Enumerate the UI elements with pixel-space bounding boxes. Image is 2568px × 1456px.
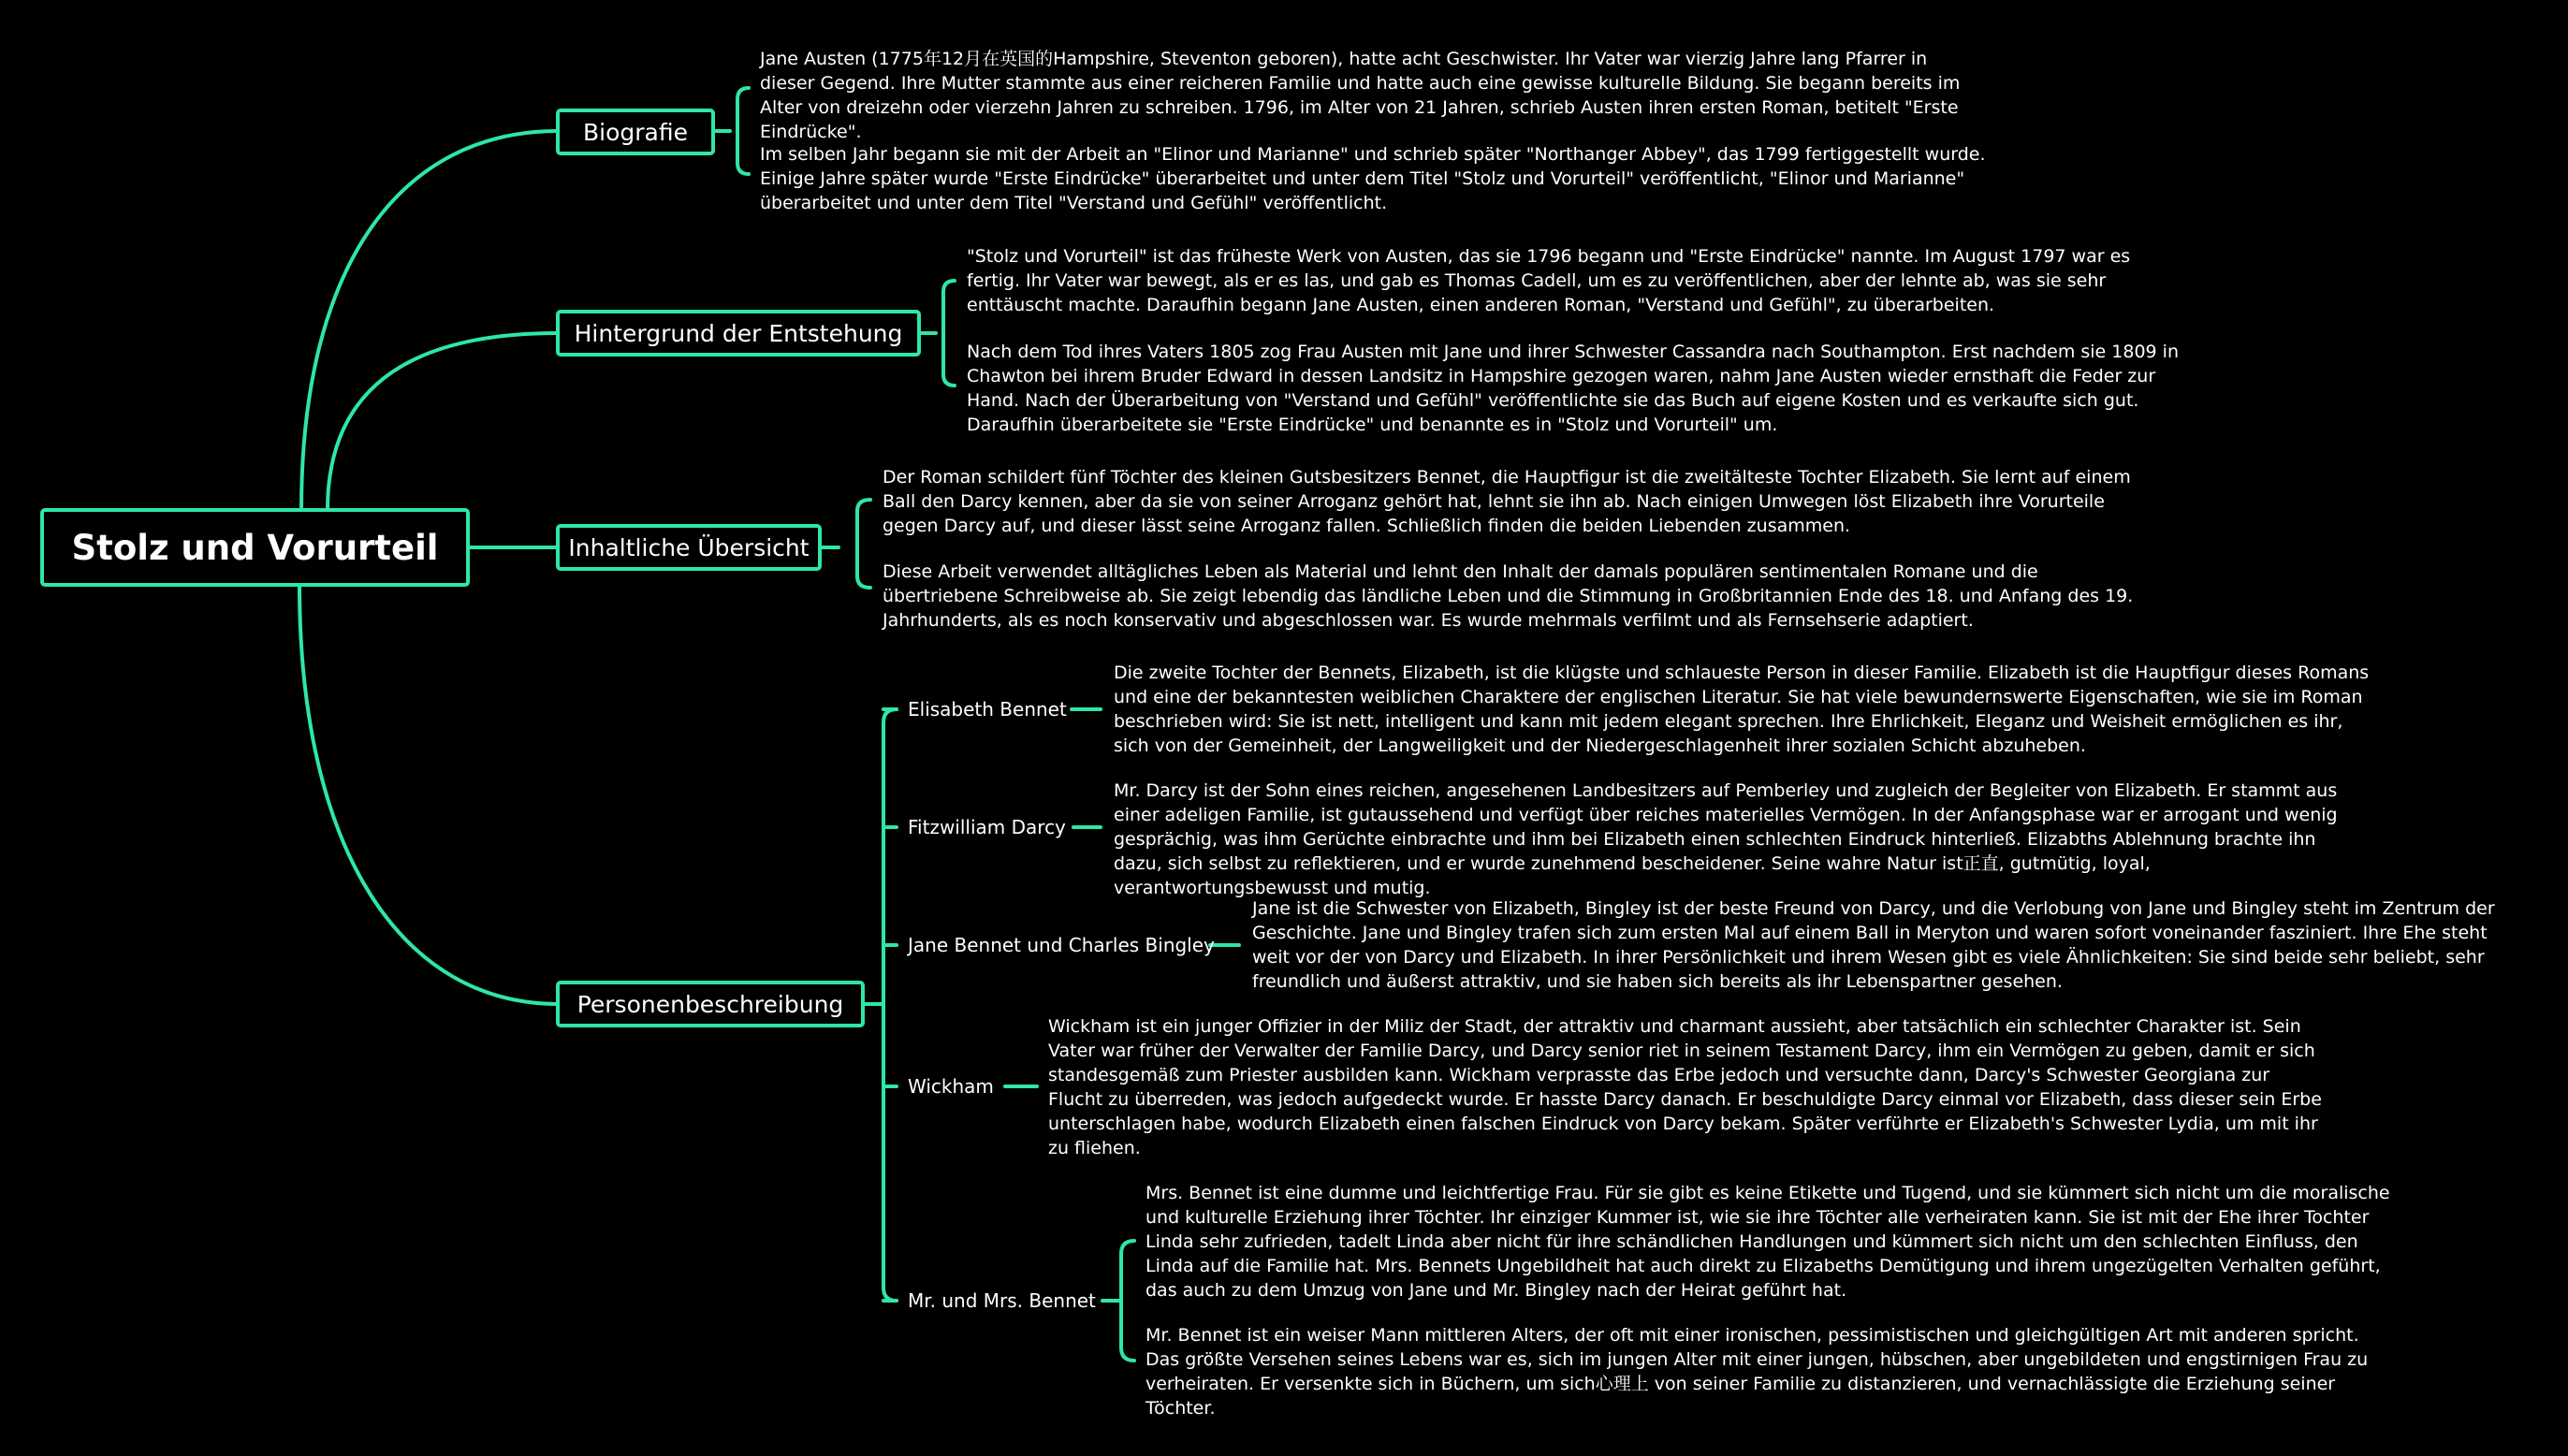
biografie-paragraph-1: Jane Austen (1775年12月在英国的Hampshire, Steventon geboren), hatte acht Geschwister. Ihr Vater war vierzig Jahre lang Pfarrer in dieser Gegend. Ihre Mutter stammte aus einer reicheren Familie und hatte auch eine gewisse kulturelle Bildung. Sie begann bereits im Alter von dreizehn oder vierzehn Jahren zu schreiben. 1796, im Alter von 21 Jahren, schrieb Austen ihren ersten Roman, betitelt "Erste Eindrücke".: [760, 49, 1961, 142]
inhalt-paragraph-2: Diese Arbeit verwendet alltägliches Leben als Material und lehnt den Inhalt der damals populären sentimentalen Romane und die übertriebene Schreibweise ab. Sie zeigt lebendig das ländliche Leben und die Stimmung in Großbritannien Ende des 18. und Anfang des 19. Jahrhunderts, als es noch konservativ und abgeschlossen war. Es wurde mehrmals verfilmt und als Fernsehserie adaptiert.: [883, 561, 2134, 631]
hintergrund-paragraph-2: Nach dem Tod ihres Vaters 1805 zog Frau Austen mit Jane und ihrer Schwester Cassandra nach Southampton. Erst nachdem sie 1809 in Chawton bei ihrem Bruder Edward in dessen Landsitz in Hampshire gezogen waren, nahm Jane Austen wieder ernsthaft die Feder zur Hand. Nach der Überarbeitung von "Verstand und Gefühl" veröffentlichte sie das Buch auf eigene Kosten und es verkaufte sich gut. Daraufhin überarbeitete sie "Erste Eindrücke" und benannte es in "Stolz und Vorurteil" um.: [967, 342, 2179, 435]
mr-bennet-description: Mr. Bennet ist ein weiser Mann mittleren Alters, der oft mit einer ironischen, pessimistischen und gleichgültigen Art mit anderen spricht. Das größte Versehen seines Lebens war es, sich im jungen Alter mit einer jungen, hübschen, aber ungebildeten und engstirnigen Frau zu verheiraten. Er versenkte sich in Büchern, um sich心理上 von seiner Familie zu distanzieren, und vernachlässigte die Erziehung seiner Töchter.: [1145, 1325, 2369, 1419]
branch-hintergrund[interactable]: Hintergrund der Entstehung: [556, 310, 921, 357]
link-root-hintergrund: [328, 333, 558, 510]
inhalt-paragraph-1: Der Roman schildert fünf Töchter des kleinen Gutsbesitzers Bennet, die Hauptfigur ist die zweitälteste Tochter Elizabeth. Sie lernt auf einem Ball den Darcy kennen, aber da sie von seiner Arroganz gehört hat, lehnt sie ihn ab. Nach einigen Umwegen löst Elizabeth ihre Vorurteile gegen Darcy auf, und dieser lässt seine Arroganz fallen. Schließlich finden die beiden Liebenden zusammen.: [883, 467, 2131, 536]
branch-inhaltliche-uebersicht[interactable]: Inhaltliche Übersicht: [556, 524, 822, 571]
darcy-description: Mr. Darcy ist der Sohn eines reichen, angesehenen Landbesitzers auf Pemberley und zugleich der Begleiter von Elizabeth. Er stammt aus einer adeligen Familie, ist gutaussehend und verfügt über reiches materielles Vermögen. In der Anfangsphase war er arrogant und wenig gesprächig, was ihm Gerüchte einbrachte und ihm bei Elizabeth einen schlechten Eindruck hinterließ. Elizabths Ablehnung brachte ihn dazu, sich selbst zu reflektieren, und er wurde zunehmend bescheidener. Seine wahre Natur ist正直, gutmütig, loyal, verantwortungsbewusst und mutig.: [1114, 780, 2338, 898]
jane-bingley-description: Jane ist die Schwester von Elizabeth, Bingley ist der beste Freund von Darcy, und die Verlobung von Jane und Bingley steht im Zentrum der Geschichte. Jane und Bingley trafen sich zum ersten Mal auf einem Ball in Meryton und waren sofort voneinander fasziniert. Ihre Ehe steht weit vor der von Darcy und Elizabeth. In ihrer Persönlichkeit und ihrem Wesen gibt es viele Ähnlichkeiten: Sie sind beide sehr beliebt, sehr freundlich und äußerst attraktiv, und sie haben sich bereits als ihr Lebenspartner gesehen.: [1252, 898, 2495, 992]
character-elisabeth-bennet[interactable]: Elisabeth Bennet: [908, 698, 1067, 721]
bracket-biografie: [737, 88, 749, 174]
biografie-paragraph-2: Im selben Jahr begann sie mit der Arbeit an "Elinor und Marianne" und schrieb später "Northanger Abbey", das 1799 fertiggestellt wurde. Einige Jahre später wurde "Erste Eindrücke" überarbeitet und unter dem Titel "Stolz und Vorurteil" veröffentlicht, "Elinor und Marianne" überarbeitet und unter dem Titel "Verstand und Gefühl" veröffentlicht.: [760, 144, 1986, 213]
wickham-description: Wickham ist ein junger Offizier in der Miliz der Stadt, der attraktiv und charmant aussieht, aber tatsächlich ein schlechter Charakter ist. Sein Vater war früher der Verwalter der Familie Darcy, und Darcy senior riet in seinem Testament Darcy, ihm ein Vermögen zu geben, damit er sich standesgemäß zum Priester ausbilden kann. Wickham verprasste das Erbe jedoch und versuchte dann, Darcy's Schwester Georgiana zur Flucht zu überreden, was jedoch aufgedeckt wurde. Er hasste Darcy danach. Er beschuldigte Darcy einmal vor Elizabeth, dass dieser sein Erbe unterschlagen habe, wodurch Elizabeth einen falschen Eindruck von Darcy bekam. Später verführte er Elizabeth's Schwester Lydia, um mit ihr zu fliehen.: [1048, 1016, 2322, 1158]
elisabeth-description: Die zweite Tochter der Bennets, Elizabeth, ist die klügste und schlaueste Person in dieser Familie. Elizabeth ist die Hauptfigur dieses Romans und eine der bekanntesten weiblichen Charaktere der englischen Literatur. Sie hat viele bewundernswerte Eigenschaften, wie sie im Roman beschrieben wird: Sie ist nett, intelligent und kann mit jedem elegant sprechen. Ihre Ehrlichkeit, Eleganz und Weisheit ermöglichen es ihr, sich von der Gemeinheit, der Langweiligkeit und der Niedergeschlagenheit ihrer sozialen Schicht abzuheben.: [1114, 662, 2370, 756]
character-fitzwilliam-darcy[interactable]: Fitzwilliam Darcy: [908, 816, 1066, 838]
bracket-hintergrund: [943, 281, 955, 386]
character-jane-and-bingley[interactable]: Jane Bennet und Charles Bingley: [908, 934, 1215, 956]
branch-personenbeschreibung[interactable]: Personenbeschreibung: [556, 981, 865, 1027]
character-mr-mrs-bennet[interactable]: Mr. und Mrs. Bennet: [908, 1289, 1096, 1312]
character-wickham[interactable]: Wickham: [908, 1075, 994, 1098]
trunk-personen: [883, 709, 897, 1301]
hintergrund-paragraph-1: "Stolz und Vorurteil" ist das früheste Werk von Austen, das sie 1796 begann und "Erste Eindrücke" nannte. Im August 1797 war es fertig. Ihr Vater war bewegt, als er es las, und gab es Thomas Cadell, um es zu veröffentlichen, aber der lehnte ab, was sie sehr enttäuscht machte. Daraufhin begann Jane Austen, einen anderen Roman, "Verstand und Gefühl", zu überarbeiten.: [967, 246, 2131, 315]
link-root-biografie: [301, 131, 558, 510]
mrs-bennet-description: Mrs. Bennet ist eine dumme und leichtfertige Frau. Für sie gibt es keine Etikette und Tugend, und sie kümmert sich nicht um die moralische und kulturelle Erziehung ihrer Töchter. Ihr einziger Kummer ist, wie sie ihre Töchter alle verheiraten kann. Sie ist mit der Ehe ihrer Tochter Linda sehr zufrieden, tadelt Linda aber nicht für ihre schändlichen Handlungen und kümmert sich nicht um den schlechten Einfluss, den Linda auf die Familie hat. Mrs. Bennets Ungebildheit hat auch direkt zu Elizabeths Demütigung und ihrem ungezügelten Verhalten geführt, das auch zu dem Umzug von Jane und Mr. Bingley nach der Heirat geführt hat.: [1145, 1183, 2390, 1301]
bracket-bennet: [1121, 1241, 1134, 1361]
link-root-personen: [299, 585, 558, 1004]
root-node[interactable]: Stolz und Vorurteil: [40, 508, 470, 587]
branch-biografie[interactable]: Biografie: [556, 109, 715, 155]
bracket-inhalt: [857, 500, 870, 588]
